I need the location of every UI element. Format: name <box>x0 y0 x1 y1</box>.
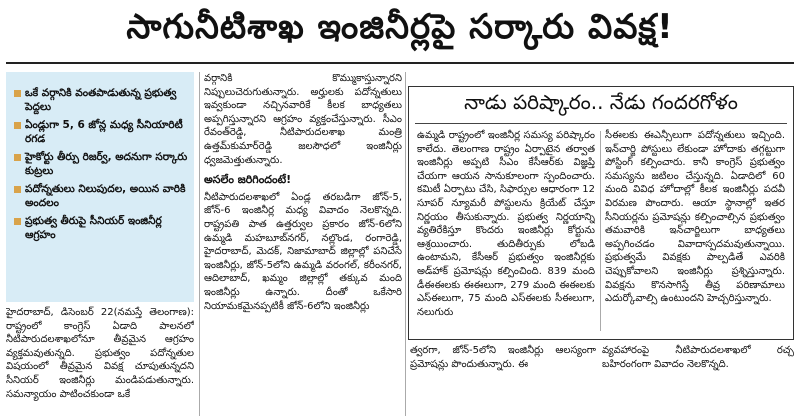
headline: సాగునీటిశాఖ ఇంజినీర్లపై సర్కారు వివక్ష! <box>126 7 674 47</box>
subheading: అసలేం జరిగిందంటే! <box>204 173 292 187</box>
highlights-sidebar <box>6 72 194 302</box>
box-title: నాడు పరిష్కారం.. నేడు గందరగోళం <box>464 89 738 114</box>
box-column-1 <box>417 129 595 335</box>
bullet-icon <box>14 154 21 161</box>
highlight-item: ప్రభుత్వ తీరుపై సీనియర్ ఇంజినీర్ల ఆగ్రహం <box>14 214 188 242</box>
box-paragraph: సీఈలకు ఈఎన్సీలుగా పదోన్నతులు ఇచ్చింది. ఇన్‌చార్జి పోస్టులు లేకుండా హోదాకు తగ్గట్టుగా పోస్టింగ్ కల్పించారు. కానీ కాంగ్రెస్ ప్రభుత్వం సమస్యను జటిలం చేస్తున్నది. ఏడాదిలో 60 మంది వివిధ హోదాల్లో కీలక ఇంజినీర్లు పదవీ విరమణ పొందారు. ఆయా స్థానాల్లో ఇతర సీనియర్లను ప్రమోషన్లు కల్పించాల్సిన ప్రభుత్వం తమవారికి ఇన్‌చార్జిలుగా బాధ్యతలు అప్పగించడం వివాదాస్పదమవుతున్నాయి. ప్రభుత్వమే వివక్షకు పాల్పడితే ఎవరికి చెప్పుకోవాలని ఇంజినీర్లు ప్రశ్నిస్తున్నారు. వివక్షను కొనసాగిస్తే తీవ్ర పరిణామాలు ఎదుర్కోవాల్సి ఉంటుందని హెచ్చరిస్తున్నారు. <box>605 130 785 305</box>
column-divider <box>405 72 406 416</box>
sidebar-box <box>408 86 794 340</box>
bullet-icon <box>14 186 21 193</box>
dateline-paragraph: హైదరాబాద్, డిసెంబర్ 22(నమస్తే తెలంగాణ): రాష్ట్రంలో కాంగ్రెస్ ఏడాది పాలనలో నీటిపారుదలశాఖలోనూ తీవ్రమైన ఆగ్రహం వ్యక్తమవుతున్నది. ప్రభుత్వం పదోన్నతుల విషయంలో తీవ్రమైన వివక్ష చూపుతున్నదని సీనియర్ ఇంజినీర్లు మండిపడుతున్నారు. సమన్యాయం పాటించకుండా ఒకే <box>6 307 194 400</box>
column-divider <box>199 72 200 416</box>
bullet-icon <box>14 122 21 129</box>
box-paragraph: ఉమ్మడి రాష్ట్రంలో ఇంజినీర్ల సమస్య పరిష్కారం కాలేదు. తెలంగాణ రాష్ట్రం ఏర్పాటైన తర్వాత ఇంజినీర్లు అప్పటి సీఎం కేసీఆర్‌కు విజ్ఞప్తి చేయగా ఆయన సానుకూలంగా స్పందించారు. కమిటీ ఏర్పాటు చేసి, సిఫార్సుల ఆధారంగా 12 సూపర్ న్యూమరీ పోస్టులను క్రియేట్ చేస్తూ నిర్ణయం తీసుకున్నారు. ప్రభుత్వ నిర్ణయాన్ని వ్యతిరేకిస్తూ కొందరు ఇంజినీర్లు కోర్టును ఆశ్రయించారు. తుదితీర్పుకు లోబడి ఉంటామని, కేసీఆర్ ప్రభుత్వం ఇంజినీర్లకు అడ్‌హాక్ ప్రమోషన్లు కల్పించింది. 839 మంది డీఈఈలకు ఈఈలుగా, 279 మంది ఈఈలకు ఎస్‌ఈలుగా, 75 మంది ఎస్‌ఈలకు సీఈలుగా, నలుగురు <box>417 130 595 318</box>
article-column-2 <box>204 72 402 416</box>
highlight-item: పదోన్నతులు నిలుపుదల, అయిన వారికి అందలం <box>14 182 188 210</box>
body-paragraph: వ్యవహారంపై నీటిపారుదలశాఖలో రచ్చ బహిరంగంగా వివాదం నెలకొన్నది. <box>602 345 794 370</box>
article-continuation-right <box>602 344 794 416</box>
highlight-item: ఏండ్లుగా 5, 6 జోన్ల మధ్య సీనియారిటీ రగడ <box>14 118 188 146</box>
body-paragraph: వర్గానికి కొమ్ముకాస్తున్నారని నిప్పులుచెరుగుతున్నారు. అర్హులకు పదోన్నతులు ఇవ్వకుండా నచ్చినవారికే కీలక బాధ్యతలు అప్పగిస్తున్నారని ఆగ్రహం వ్యక్తంచేస్తున్నారు. సీఎం రేవంత్‌రెడ్డి, నీటిపారుదలశాఖ మంత్రి ఉత్తమ్‌కుమార్‌రెడ్డి జలసౌధలో ఇంజినీర్లు ధ్వజమెత్తుతున్నారు. <box>204 73 402 166</box>
highlight-item: హైకోర్టు తీర్పు రిజర్వ్, అదనుగా సర్కారు కుట్రలు <box>14 150 188 178</box>
article-column-1 <box>6 306 194 416</box>
headline-rule <box>6 62 794 64</box>
article-continuation-left <box>410 344 596 416</box>
box-title-rule <box>415 123 787 124</box>
highlight-item: ఒకే వర్గానికి వంతపాడుతున్న ప్రభుత్వ పెద్దలు <box>14 86 188 114</box>
body-paragraph: త్వరగా, జోన్-5లోని ఇంజినీర్లు ఆలస్యంగా ప్రమోషన్లు పొందుతున్నారు. ఈ <box>410 345 596 370</box>
box-column-2 <box>605 129 785 335</box>
body-paragraph: నీటిపారుదలశాఖలో ఏండ్ల తరబడిగా జోన్-5, జోన్-6 ఇంజినీర్ల మధ్య వివాదం నెలకొన్నది. రాష్ట్రపతి పాత ఉత్తర్వుల ప్రకారం జోన్-6లోని ఉమ్మడి మహబూబ్‌నగర్, నల్లొండ, రంగారెడ్డి, హైదరాబాద్, మెదక్, నిజామాబాద్ జిల్లాల్లో పనిచేసే ఇంజినీర్లు, జోన్-5లోని ఉమ్మడి వరంగల్, కరీంనగర్, ఆదిలాబాద్, ఖమ్మం జిల్లాల్లో తక్కువ మంది ఇంజినీర్లు ఉన్నారు. దీంతో ఒకేసారి నియామకమైనప్పటికీ జోన్-6లోని ఇంజినీర్లు <box>204 191 402 312</box>
bullet-icon <box>14 90 21 97</box>
bullet-icon <box>14 218 21 225</box>
box-column-divider <box>600 131 601 331</box>
